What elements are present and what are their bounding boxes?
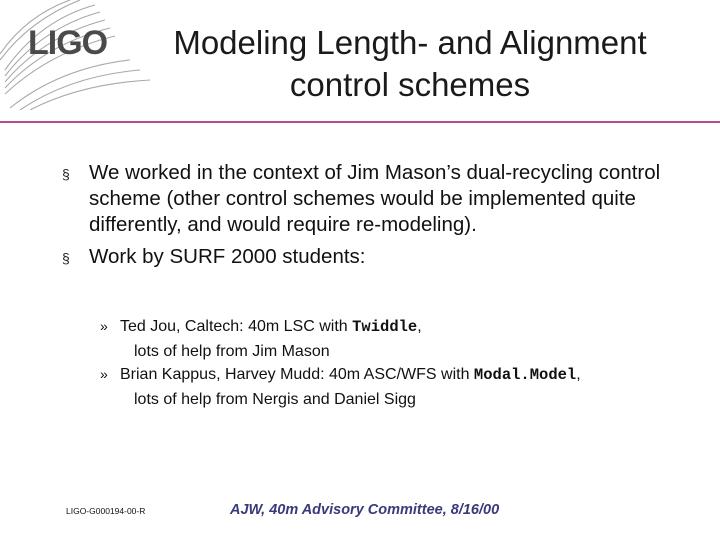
document-id: LIGO-G000194-00-R: [66, 506, 146, 516]
sub-bullet-text: Ted Jou, Caltech: 40m LSC with: [120, 318, 353, 335]
bullet-item: [62, 160, 662, 238]
sub-bullet-marker: »: [100, 366, 108, 382]
title-divider: [0, 121, 720, 123]
sub-bullet-punct: ,: [417, 318, 422, 335]
sub-bullet-marker: »: [100, 318, 108, 334]
title-line-1: Modeling Length- and Alignment: [173, 24, 647, 61]
ligo-logo: LIGO: [28, 24, 108, 62]
bullet-list: [62, 160, 662, 276]
sub-bullet-continuation: lots of help from Nergis and Daniel Sigg: [134, 390, 416, 408]
title-line-2: control schemes: [289, 66, 531, 103]
sub-bullet-continuation: lots of help from Jim Mason: [134, 342, 330, 360]
bullet-text: Work by SURF 2000 students:: [89, 245, 366, 268]
bullet-item: [62, 244, 662, 270]
bullet-text: We worked in the context of Jim Mason’s dual-recycling control scheme (other control schemes would be implemented quite differently, and would require re-modeling).: [89, 161, 661, 236]
code-name: Twiddle: [352, 318, 418, 336]
slide-title: [140, 22, 680, 106]
code-name: Modal.Model: [473, 366, 577, 384]
sub-bullet-list: [100, 315, 690, 411]
sub-bullet-punct: ,: [576, 366, 581, 383]
sub-bullet-text: Brian Kappus, Harvey Mudd: 40m ASC/WFS with: [120, 366, 474, 383]
sub-bullet-item: [100, 363, 690, 411]
sub-bullet-item: [100, 315, 690, 363]
bullet-marker: §: [62, 250, 70, 266]
footer-note: AJW, 40m Advisory Committee, 8/16/00: [230, 502, 500, 518]
bullet-marker: §: [62, 166, 70, 182]
